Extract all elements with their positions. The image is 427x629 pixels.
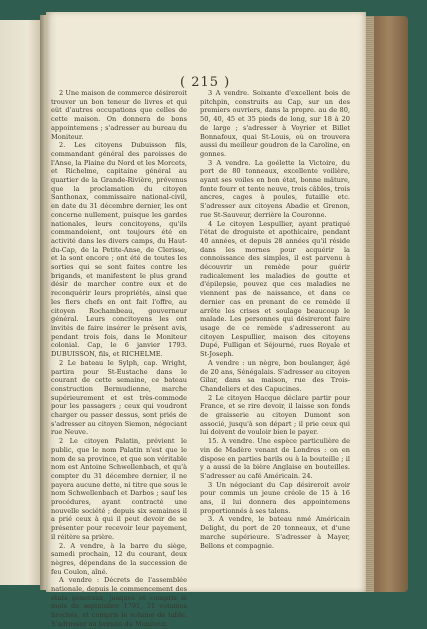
advert-paragraph: 3 Un négociant du Cap désireroit avoir pour commis un jeune créole de 15 à 16 ans, il lui donnera des appointemens proportionnés à ses talens. [200, 480, 350, 515]
page-number: ( 215 ) [180, 75, 231, 90]
advert-paragraph: 2 Le citoyen Hacque déclare partir pour France, et se rire devoir, il laisse son fonds de graisserie au citoyen Dumont son associé, jusqu'à son départ ; il prie ceux qui lui doivent de vouloir bien le payer. [200, 393, 350, 437]
left-page-edge [0, 20, 41, 585]
advert-paragraph: 2 Le bateau le Sylph, cap. Wright, partira pour St-Eustache dans le courant de cette semaine, ce bateau construction Bermudienne, marche supérieurement et est très-commode pour les passagers ; ceux qui voudront charger ou passer dessus, sont priés de s'adresser au citoyen Siemon, négociant rue Neuve. [51, 358, 187, 437]
advert-paragraph: 3 A vendre. La goélette la Victoire, du port de 80 tonneaux, excellente voilière, ayant ses voiles en bon état, bonne mâture, fonte fourr et tente neuve, trois câbles, trois ancres, cages à poules, futaille etc. S'adresser aux citoyens Abadie et Grenon, rue St-Sauveur, derrière la Couronne. [200, 158, 350, 219]
advert-paragraph: A vendre : un nègre, bon boulanger, âgé de 20 ans, Sénégalais. S'adresser au citoyen Gilar, dans sa maison, rue des Trois-Chandeliers et des Capucines. [200, 358, 350, 393]
advert-paragraph: 4 Le citoyen Lespullier, ayant pratiqué l'état de droguiste et apothicaire, pendant 40 années, et depuis 28 années qu'il réside dans les mornes pour acquérir la connoissance des simples, il est parvenu à découvrir un remède pour guérir radicalement les maladies de goutte et d'épilepsie, pouvez que ces maladies ne viennent pas de naissance, et dans ce dernier cas en prenant de ce remède il arrête les crises et soulage beaucoup le malade. Les personnes qui désireront faire usage de ce remède s'adresseront au citoyen Lespullier, maison des citoyens Dupé, Fulligan et Séjourné, rues Royale et St-Joseph. [200, 219, 350, 359]
right-column [200, 89, 350, 550]
advert-paragraph: A vendre : Décrets de l'assemblée nationale, depuis le commencement des états généraux, jusques et compris le mois de septembre 1791, 31 volumes brochés, et compris le volume de table. S'adresser au bureau du Moniteur. [51, 576, 187, 628]
advert-paragraph: 3. A vendre, le bateau nmé Américain Delight, du port de 20 tonneaux, et d'une marche supérieure. S'adresser à Mayer, Bellons et compagnie. [200, 515, 350, 550]
left-column [51, 89, 187, 629]
page-stack-edge [366, 16, 374, 592]
advert-paragraph: 2 Le citoyen Palatin, prévient le public, que le nom Palatin n'est que le nom de sa province, et que son véritable nom est Antoine Schwellenbach, et qu'à compter du 31 décembre dernier, il ne payera aucune dette, ni titre que sous le nom Schwellenbach et Darbos ; sauf les procédures, ayant contracté une nouvelle société ; depuis six semaines il a prié ceux à qui il peut devoir de se présenter pour recevoir leur payement, il réitère sa prière. [51, 437, 187, 541]
advert-paragraph: 15. A vendre. Une espèce particulière de vin de Madère venant de Londres : on en dispose en parties barils ou à la bouteille ; il y a aussi de la bière Anglaise en bouteilles. S'adresser au café Américain. 24. [200, 437, 350, 480]
advert-paragraph: 3 A vendre. Soixante d'excellent bois de pitchpin, construits au Cap, sur un des premiers ouvriers, dans la propre. au de 80, 50, 40, 45 et 35 pieds de long, sur 18 à 20 de large ; s'adresser à Voyrier et Billet Bonnafoux, quai St-Louis, où on trouvera aussi du meilleur goudron de la Caroline, en gonnes. [200, 89, 350, 158]
advert-paragraph: 2. A vendre, à la barre du siège, samedi prochain, 12 du courant, deux nègres, dépendans de la succession de feu Coulon, aîné. [51, 541, 187, 576]
advert-paragraph: 2. Les citoyens Dubuisson fils, commandant général des paroisses de l'Anse, la Plaine du Nord et les Morcets, et Richelme, capitaine général au quartier de la Grande-Rivière, prévenus que la proclamation du citoyen Santhonax, commissaire national-civil, en date du 31 décembre dernier, les ont concerne nullement, puisque les gardes nationales, leurs concitoyens, qu'ils commandoient, ont toujours été en activité dans les divers camps, du Haut-du-Cap, de la Petite-Anse, de Clerisse, et la sont encore ; ont été de toutes les sorties qui se sont faites contre les brigands, et manifestent le plus grand désir de marcher contre eux et de reconquérir leurs propriétés, ainsi que les fiers chefs en ont fait l'offre, au citoyen Rochambeau, gouverneur général. Leurs concitoyens les ont invités de faire insérer le présent avis, pendant trois fois, dans le Moniteur colonial. Cap, le 6 janvier 1793. DUBUISSON, fils, et RICHELME. [51, 141, 187, 359]
advert-paragraph: 2 Une maison de commerce désireroit trouver un bon teneur de livres et qui eût d'autres occupations que celles de cette maison. On donnera de bons appointemens ; s'adresser au bureau du Moniteur. [51, 89, 187, 141]
